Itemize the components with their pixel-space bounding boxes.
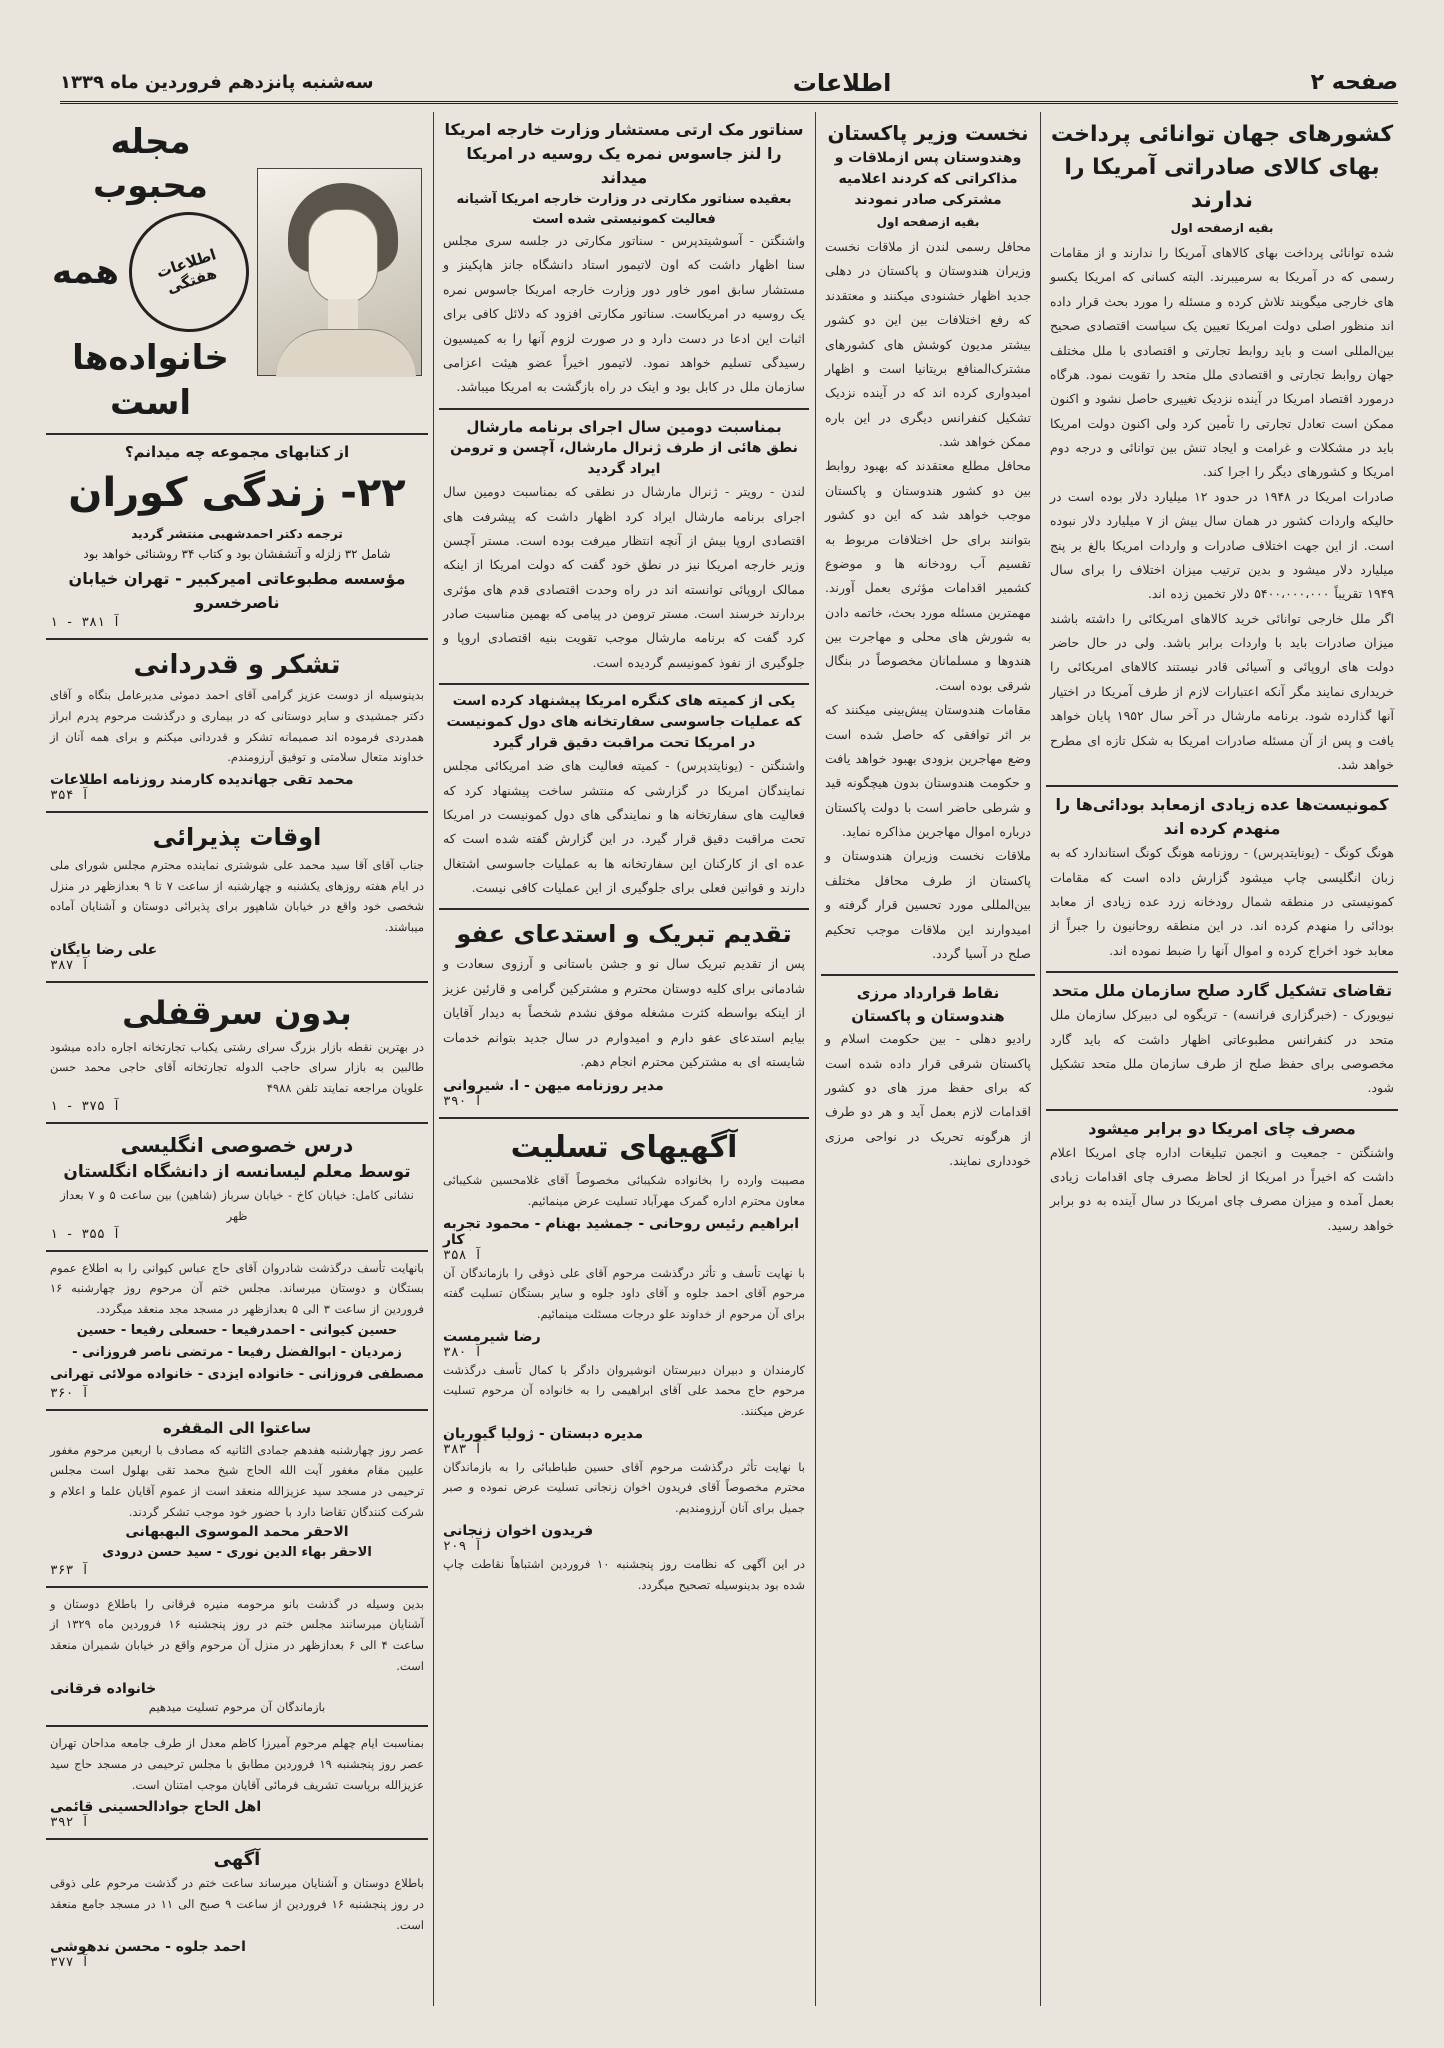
- article-text: ملاقات نخست وزیران هندوستان و پاکستان از طرف محافل مختلف بین‌المللی مورد تحسین قرار گرفته و امیدوارند این ملاقات موجب تحکیم صلح در آسیا گردد.: [825, 848, 1031, 961]
- portrait-illustration: [257, 168, 422, 376]
- shop-rent-ad: [46, 983, 428, 1124]
- ad-text: با نهایت تأسف و تأثر درگذشت مرحوم آقای علی ذوقی را بازماندگان آن مرحوم آقای احمد جلوه و آقای داود جلوه و سایر بستگان تسلیت گفته برای آن مرحوم از خداوند علو درجات مسئلت مینمائیم.: [443, 1265, 805, 1321]
- correction-note: در این آگهی که نظامت روز پنجشنبه ۱۰ فروردین اشتباهاً نقاطت چاپ شده بود بدینوسیله تصحیح میگردد.: [443, 1556, 805, 1592]
- ad-text: نشانی کامل: خیابان کاخ - خیابان سرباز (شاهین) بین ساعت ۵ و ۷ بعداز ظهر: [60, 1188, 414, 1223]
- ad-title: مجله محبوب: [93, 122, 208, 207]
- ad-text: باطلاع دوستان و آشنایان میرساند ساعت ختم در گذشت مرحوم علی ذوقی در روز پنجشنبه ۱۶ فروردین از ساعت ۹ صبح الی ۱۱ در مسجد جامع منعقد است.: [50, 1876, 424, 1932]
- ad-text: مصیبت وارده را بخانواده شکیبائی مخصوصاً آقای غلامحسین شکیبائی معاون محترم اداره گمرک مهرآباد تسلیت عرض مینمائیم.: [443, 1173, 805, 1208]
- memorial-ad: [46, 1727, 428, 1840]
- ad-title: درس خصوصی انگلیسی: [120, 1132, 354, 1157]
- signature: خانواده فرقانی: [50, 1680, 157, 1697]
- article-text: صادرات امریکا در ۱۹۴۸ در حدود ۱۲ میلیارد دلار بوده است در حالیکه واردات کشور در همان سال بیش از ۷ میلیارد دلار نبوده است. از این جهت اختلاف صادرات و واردات امریکا بالغ بر پنج میلیارد دلار میشود و بدین ترتیب میزان اختلاف را برای سال ۱۹۴۹ تقریباً ۵۴۰۰،۰۰۰،۰۰۰ دلار تخمین زده اند.: [1050, 488, 1395, 602]
- column-1: [1046, 112, 1398, 2006]
- ad-ref: آ ۳۷۵ - ۱: [50, 1098, 121, 1114]
- subheadline: نطق هائی از طرف ژنرال مارشال، آچسن و ترومن ایراد گردید: [450, 440, 798, 478]
- ad-ref: آ ۳۸۷: [50, 957, 90, 973]
- signature: الاحقر بهاء الدین نوری - سید حسن درودی: [102, 1545, 372, 1561]
- article-text: محافل مطلع معتقدند که بهبود روابط بین دو کشور هندوستان و پاکستان موجب خواهد شد که این دو کشور بتوانند برای حل اختلافات مربوط به تقسیم آب رودخانه ها و موضوع کشمیر اقدامات مؤثری بعمل آورند. مهمترین مسئله مورد بحث، خاتمه دادن به شورش های محلی و مهاجرت بین هندوها و مسلمانان مخصوصاً در بنگال شرقی بوده است.: [824, 458, 1031, 693]
- signature: مدیر روزنامه میهن - ا. شیروانی: [443, 1078, 664, 1095]
- column-2: [821, 112, 1035, 2006]
- article-text: واشنگتن - جمعیت و انجمن تبلیغات اداره چای امریکا اعلام داشت که اخیراً در امریکا از لحاظ مصرف چای اقدامات زیادی بعمل آمده و میزان مصرف چای امریکا در سال آینده به دو برابر خواهد رسید.: [1050, 1144, 1394, 1233]
- signature: احمد جلوه - محسن ندهوشی: [50, 1939, 246, 1956]
- ad-kicker: از کتابهای مجموعه چه میدانم؟: [124, 442, 350, 461]
- visiting-hours-ad: [46, 813, 428, 983]
- page-number: صفحه ۲: [1310, 70, 1398, 95]
- funeral-ad: [46, 1588, 428, 1727]
- ad-ref: آ ۳۶۳: [50, 1562, 90, 1578]
- article-text: محافل رسمی لندن از ملاقات نخست وزیران هندوستان و پاکستان در دهلی جدید اظهار خشنودی میکنند و معتقدند که رفع اختلافات بین این دو کشور بیشتر مدیون کوشش های کشورهای مشترک‌المنافع بریتانیا است و اظهار امیدواری کرده اند که در آینده نزدیک تشکیل کنفرانس دیگری در این باره ممکن خواهد شد.: [825, 239, 1031, 449]
- condolence-ad: [46, 1252, 428, 1411]
- ad-title: ساعتوا الی المقفره: [162, 1419, 312, 1438]
- column-3: [439, 112, 809, 2006]
- ad-ref: آ ۳۵۵ - ۱: [50, 1226, 121, 1242]
- ad-text: بانهایت تأسف درگذشت شادروان آقای حاج عباس کیوانی را به اطلاع عموم بستگان و دوستان میرساند. مجلس ختم آن مرحوم روز چهارشنبه ۱۶ فروردین از ساعت ۳ الی ۵ بعدازظهر در مسجد مجد منعقد میگردد.: [50, 1260, 424, 1317]
- memorial-ad: [46, 1411, 428, 1588]
- magazine-seal: اطلاعات هفتگی: [113, 197, 264, 348]
- ad-text: بمناسبت ایام چهلم مرحوم آمیرزا کاظم معدل از طرف جامعه مداحان تهران عصر روز پنجشنبه ۱۹ فروردین مطابق با مجلس ترحیمی در مسجد حاج سید عزیزالله برپاست تشریف فرمائی آقایان موجب امتنان است.: [50, 1736, 424, 1792]
- book-ad: [46, 435, 428, 641]
- ad-title: آگهی: [213, 1849, 261, 1871]
- ad-text: بازماندگان آن مرحوم تسلیت میدهیم: [148, 1699, 326, 1714]
- headline: تقدیم تبریک و استدعای عفو: [456, 920, 792, 949]
- ad-ref: آ ۳۹۲: [50, 1815, 90, 1831]
- ad-text: در بهترین نقطه بازار بزرگ سرای رشتی یکباب تجارتخانه اجاره داده میشود طالبین به بازار سرای حاجب الدوله تجارتخانه آقای حاجی محمد حسن علویان مراجعه نمایند تلفن ۴۹۸۸: [50, 1039, 424, 1096]
- ad-text: با نهایت تأثر درگذشت مرحوم آقای حسین طباطبائی را به بازماندگان محترم مخصوصاً آقای فریدون اخوان زنجانی تسلیت عرض نموده و صبر جمیل برای آنان آرزومندیم.: [443, 1459, 805, 1516]
- ad-text: جناب آقای آقا سید محمد علی شوشتری نماینده محترم مجلس شورای ملی در ایام هفته روزهای یکشنبه و چهارشنبه از ساعت ۷ تا ۹ بعدازظهر در منزل شخصی خود واقع در خیابان شاهپور برای پذیرائی دوستان و آشنایان آماده میباشند.: [50, 858, 425, 935]
- signature: رضا شیرمست: [443, 1328, 541, 1345]
- column-rule: [1040, 112, 1041, 2006]
- headline: یکی از کمیته های کنگره امریکا پیشنهاد کرده است که عملیات جاسوسی سفارتخانه های دول کمونیست در امریکا تحت مراقبت دقیق قرار گیرد: [446, 693, 802, 752]
- ad-title: اوقات پذیرائی: [152, 823, 322, 851]
- article-text: اگر ملل خارجی توانائی خرید کالاهای امریکائی را داشته باشند میزان صادرات باید با واردات برابر باشد. ولی در حال حاضر دولت های اروپائی و آسیائی قادر نیستند کالاهای امریکائی را خریداری نمایند مگر آنکه اعتبارات لازم از طرف آمریکا در اختیار آنها گذارده شود. برنامه مارشال در آخر سال ۱۹۵۲ پایان خواهد یافت و پس از آن مسئله صادرات امریکا به شکل تازه ای مطرح خواهد شد.: [1050, 610, 1395, 772]
- headline: کمونیست‌ها عده زیادی ازمعابد بودائی‌ها را منهدم کرده اند: [1055, 795, 1389, 839]
- ad-ref: آ ۳۵۴: [50, 788, 90, 803]
- ad-title: تشکر و قدردانی: [133, 650, 341, 681]
- section-title: آگهیهای تسلیت: [510, 1130, 738, 1166]
- ad-title: بدون سرقفلی: [122, 993, 352, 1032]
- signature: اهل الحاج جوادالحسینی قائمی: [50, 1799, 262, 1816]
- article-text: نیویورک - (خبرگزاری فرانسه) - تریگوه لی دبیرکل سازمان ملل متحد در کنفرانس مطبوعاتی اظهار داشت که باید گارد مخصوصی برای حفظ صلح از طرف سازمان ملل متحد تشکیل شود.: [1050, 1007, 1394, 1096]
- ad-text: بدینوسیله از دوست عزیز گرامی آقای احمد دموئی مدیرعامل بنگاه و آقای دکتر جمشیدی و سایر دوستانی که در بیماری و درگذشت مرحوم پدرم ابراز همدردی فرموده اند صمیمانه تشکر و قدردانی میکنم و برای همه آنان از خداوند متعال سلامتی و توفیق آرزومندم.: [50, 688, 424, 765]
- ad-title: خانواده‌ها است: [72, 338, 229, 423]
- subheadline: بعقیده سناتور مکارتی در وزارت خارجه امریکا آشیانه فعالیت کمونیستی شده است: [456, 192, 792, 227]
- ad-ref: آ ۲۰۹: [443, 1538, 483, 1554]
- ad-line: شامل ۳۲ زلزله و آتشفشان بود و کتاب ۳۴ روشنائی خواهد بود: [83, 547, 391, 562]
- article-text: هونگ کونگ - (یونایتدپرس) - روزنامه هونگ کونگ استاندارد که به زبان انگلیسی چاپ میشود گزارش داده است که مقامات کمونیستی در منطقه شمال رودخانه زرد عده زیادی از معابد بودائی را منهدم کرده اند. در این منطقه روحانیون را جبراً از معابد خود اخراج کرده و اموال آنها را ضبط نموده اند.: [1050, 845, 1394, 958]
- ad-text: بدین وسیله در گذشت بانو مرحومه منیره فرقانی را باطلاع دوستان و آشنایان میرسانند مجلس ختم در روز پنجشنبه ۱۶ فروردین ماه ۱۳۲۹ از ساعت ۴ الی ۶ بعدازظهر در منزل آن مرحوم واقع در خیابان شمیران منعقد است.: [50, 1596, 424, 1673]
- subheadline: وهندوستان پس ازملاقات و مذاکراتی که کردند اعلامیه مشترکی صادر نمودند: [834, 150, 1022, 208]
- article-text: مقامات هندوستان پیش‌بینی میکنند که بر اثر توافقی که حاصل شده است وضع مهاجرین بزودی بهبود خواهد یافت و حکومت هندوستان بدون هیچگونه قید و شرطی حاضر است با دولت پاکستان درباره اموال مهاجرین مذاکره نماید.: [825, 702, 1031, 839]
- article-text: شده توانائی پرداخت بهای کالاهای آمریکا را ندارند و از مقامات رسمی که در آمریکا به ‌سرمیبرند. البته کسانی که امریکا یکسو های خارجی میگویند تلاش کرده و مسئله را مورد بحث قرار داده اند منظور اصلی دولت امریکا تعیین یک سیاست اقتصادی صحیح بین‌المللی است و باید روابط تجارتی و اقتصادی با ملل مختلف جهان روابط تجارتی و اقتصادی ملل متحد را تقویت نمود. هرگاه درمورد اقتصاد امریکا در آینده نزدیک تغییری حاصل نشود و اکنون ممکن است تعادل تجارتی را تأمین کرد ولی اکنون دولت امریکا باید در مشکلات و غرامت و ایجاد تنش بین توانائی و درجه دوم امریکا و کشورهای دیگر را اجرا کند.: [1050, 245, 1394, 480]
- ad-ref: آ ۳۹۰: [443, 1094, 483, 1110]
- ad-text: کارمندان و دبیران دبیرستان انوشیروان دادگر با کمال تأسف درگذشت مرحوم حاج محمد علی آقای ابراهیمی را به خانواده آن مرحوم تسلیت عرض میکنند.: [443, 1362, 805, 1419]
- masthead: [60, 64, 1398, 104]
- thanks-ad: [46, 640, 428, 813]
- ad-ref: آ ۳۵۸: [443, 1247, 483, 1263]
- notice-ad: [46, 1840, 428, 1978]
- continued-label: بقیه ازصفحه اول: [876, 215, 980, 229]
- ad-title: ۲۲- زندگی کوران: [68, 470, 406, 517]
- column-rule: [433, 112, 434, 2006]
- headline: بمناسبت دومین سال اجرای برنامه مارشال: [466, 417, 782, 436]
- signature: الاحقر محمد الموسوی البهبهانی: [125, 1524, 349, 1541]
- magazine-ad: [46, 112, 428, 435]
- signature: فریدون اخوان زنجانی: [443, 1522, 594, 1539]
- column-rule: [815, 112, 816, 2006]
- article-text: پس از تقدیم تبریک سال نو و جشن باستانی و آرزوی سعادت و شادمانی برای کلیه دوستان محترم و مشترکین گرامی و قارئین عزیز از اینکه بواسطه کثرت مشغله موفق نشدم شخصاً به دیدار آقایان بیایم استدعای عفو دارم و امیدوارم در سال جدید بتوانم خدمات شایسته ای به مشترکین محترم انجام دهم.: [443, 956, 805, 1069]
- ad-title: همه: [52, 252, 119, 293]
- headline: کشورهای جهان توانائی پرداخت بهای کالای صادراتی آمریکا را ندارند: [1050, 122, 1394, 213]
- ad-ref: آ ۳۸۳: [443, 1441, 483, 1457]
- ad-ref: آ ۳۷۷: [50, 1955, 90, 1971]
- publisher: مؤسسه مطبوعاتی امیرکبیر - تهران خیابان ناصرخسرو: [68, 569, 406, 613]
- article-text: لندن - رویتر - ژنرال مارشال در نطقی که بمناسبت دومین سال اجرای برنامه مارشال ایراد کرد اظهار داشت که پیشرفت های اقتصادی اروپا بیش از آنچه انتظار میرفت بوده است. مستر آچسن وزیر خارجه امریکا نیز در نطق خود گفت که دولت امریکا از اینکه ممالک اروپائی توانسته اند در راه وحدت اقتصادی قدم های مؤثری بردارند خرسند است. مستر ترومن در پیامی که بهمین مناسبت صادر کرد گفت که برنامه مارشال موجب تقویت بنیه اقتصادی اروپا و جلوگیری از نفوذ کمونیسم گردیده است.: [443, 484, 805, 670]
- article-text: واشنگتن - آسوشیتدپرس - سناتور مکارتی در جلسه سری مجلس سنا اظهار داشت که اون لاتیمور استاد دانشگاه جانز هاپکینز و مستشار سابق امور خاور دور وزارت خارجه امریکا جاسوس نمره یک روسیه در امریکاست. سناتور مکارتی افزود که دلائل کافی برای اثبات این ادعا در دست دارد و در صورت لزوم آنها را به کمیسیون رسیدگی تسلیم خواهد نمود. لاتیمور اخیراً عضو هیئت اعزامی سازمان ملل در کابل بود و اینک در راه بازگشت به امریکا میباشد.: [443, 233, 805, 395]
- headline: نقاط قرارداد مرزی هندوستان و پاکستان: [851, 984, 1005, 1025]
- ad-ref: آ ۳۸۱ - ۱: [50, 615, 121, 631]
- article-text: واشنگتن - (یونایتدپرس) - کمیته فعالیت های ضد امریکائی مجلس نمایندگان امریکا در گزارشی که منتشر ساخت پیشنهاد کرد که فعالیت های سفارتخانه ها و نمایندگی های دول کمونیست در امریکا تحت مراقبت دقیق قرار گیرد. در این گزارش گفته شده است که عده ای از کارکنان این سفارتخانه ها به عملیات جاسوسی اشتغال دارند و قوانین فعلی برای جلوگیری از این عملیات کافی نیست.: [443, 758, 805, 895]
- newspaper-name: اطلاعات: [792, 68, 892, 97]
- column-4: [46, 112, 428, 2006]
- signature: محمد تقی جهاندیده کارمند روزنامه اطلاعات: [50, 772, 354, 788]
- continued-label: بقیه ازصفحه اول: [1170, 221, 1274, 235]
- headline: مصرف چای امریکا دو برابر میشود: [1088, 1118, 1356, 1138]
- ad-line: ترجمه دکتر احمدشهبی منتشر گردید: [131, 527, 343, 542]
- headline: سناتور مک ارتی مستشار وزارت خارجه امریکا را لنز جاسوس نمره یک روسیه در امریکا میداند: [444, 120, 804, 187]
- signature: مدیره دبستان - ژولیا گیوریان: [443, 1425, 644, 1442]
- ad-ref: آ ۳۸۰: [443, 1344, 483, 1360]
- headline: نخست وزیر پاکستان: [827, 121, 1029, 145]
- ad-subtitle: توسط معلم لیسانسه از دانشگاه انگلستان: [63, 1161, 411, 1182]
- ad-ref: آ ۳۶۰: [50, 1386, 90, 1402]
- ad-text: عصر روز چهارشنبه هفدهم جمادی الثانیه که مصادف با اربعین مرحوم مغفور علیین مقام مغفور آیت الله الحاج شیخ محمد تقی بهلول است مجلس ترحیمی در مسجد سید عزیزالله منعقد است از عموم آقایان علما و اعلام و شرکت کنندگان تقاضا دارد با حضور خود موجب تشکر گردند.: [50, 1442, 424, 1519]
- english-lesson-ad: [46, 1124, 428, 1252]
- headline: تقاضای تشکیل گارد صلح سازمان ملل متحد: [1051, 981, 1393, 1001]
- signature: علی رضا بایگان: [50, 941, 158, 958]
- issue-date: سه‌شنبه پانزدهم فروردین ماه ۱۳۳۹: [60, 72, 374, 93]
- signatories: حسین کیوانی - احمدرفیعا - حسعلی رفیعا - حسین زمردیان - ابوالفضل رفیعا - مرتضی ناصر فروزانی - مصطفی فروزانی - خانواده ایزدی - خانواده مولائی تهرانی: [50, 1322, 424, 1382]
- signature: ابراهیم رئیس روحانی - جمشید بهنام - محمود تجربه کار: [443, 1215, 800, 1248]
- article-text: رادیو دهلی - بین حکومت اسلام و پاکستان شرقی قرار داده شده است که برای حفظ مرز های دو کشور اقدامات لازم بعمل آید و هر دو طرف از هرگونه تحریک در نواحی مرزی خودداری نمایند.: [825, 1031, 1031, 1169]
